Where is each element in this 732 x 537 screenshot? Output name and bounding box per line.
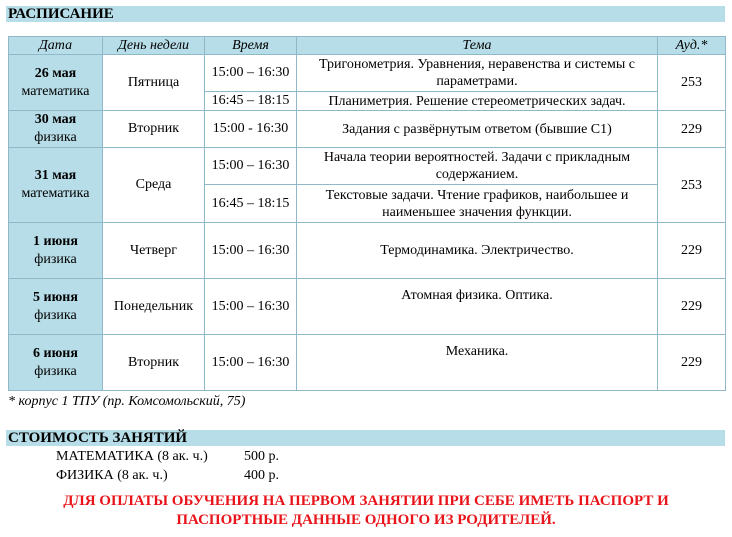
room-cell: 253 <box>658 55 726 111</box>
table-row <box>9 335 726 391</box>
weekday-cell: Понедельник <box>103 279 205 335</box>
room-cell: 229 <box>658 223 726 279</box>
subject: физика <box>34 307 77 323</box>
date-cell <box>9 335 103 391</box>
topic-cell: Начала теории вероятностей. Задачи с прикладным содержанием. <box>297 148 658 185</box>
table-row <box>9 223 726 279</box>
topic-cell: Механика. <box>297 335 658 391</box>
payment-notice-line2: ПАСПОРТНЫЕ ДАННЫЕ ОДНОГО ИЗ РОДИТЕЛЕЙ. <box>176 512 556 528</box>
footnote: * корпус 1 ТПУ (пр. Комсомольский, 75) <box>8 394 246 409</box>
weekday-cell: Пятница <box>103 55 205 111</box>
date: 31 мая <box>34 168 77 183</box>
weekday-cell: Среда <box>103 148 205 223</box>
price-physics-name: ФИЗИКА (8 ак. ч.) <box>56 468 168 483</box>
schedule-table <box>8 36 726 391</box>
table-row <box>9 148 726 185</box>
payment-notice <box>0 492 732 530</box>
header-room: Ауд.* <box>658 37 726 55</box>
time-cell: 16:45 – 18:15 <box>205 92 297 111</box>
weekday-cell: Вторник <box>103 335 205 391</box>
subject: физика <box>34 251 77 267</box>
topic-cell: Тригонометрия. Уравнения, неравенства и системы с параметрами. <box>297 55 658 92</box>
date-cell <box>9 111 103 148</box>
topic-cell: Задания с развёрнутым ответом (бывшие С1) <box>297 111 658 148</box>
date: 6 июня <box>33 345 78 361</box>
room-cell: 253 <box>658 148 726 223</box>
date-cell <box>9 279 103 335</box>
time-cell: 16:45 – 18:15 <box>205 185 297 223</box>
payment-notice-line1: ДЛЯ ОПЛАТЫ ОБУЧЕНИЯ НА ПЕРВОМ ЗАНЯТИИ ПРИ СЕБЕ ИМЕТЬ ПАСПОРТ И <box>63 493 669 509</box>
header-date: Дата <box>9 37 103 55</box>
time-cell: 15:00 – 16:30 <box>205 55 297 92</box>
weekday-cell: Вторник <box>103 111 205 148</box>
time-cell: 15:00 – 16:30 <box>205 335 297 391</box>
subject: физика <box>34 363 77 379</box>
topic-cell: Текстовые задачи. Чтение графиков, наибольшее и наименьшее значения функции. <box>297 185 658 223</box>
subject: математика <box>21 186 90 201</box>
room-cell: 229 <box>658 111 726 148</box>
topic-cell: Атомная физика. Оптика. <box>297 279 658 335</box>
price-math-value: 500 р. <box>244 449 279 464</box>
table-row <box>9 111 726 148</box>
room-cell: 229 <box>658 279 726 335</box>
topic-cell: Планиметрия. Решение стереометрических задач. <box>297 92 658 111</box>
price-math-name: МАТЕМАТИКА (8 ак. ч.) <box>56 449 208 464</box>
table-row <box>9 55 726 92</box>
date-cell <box>9 55 103 111</box>
header-topic: Тема <box>297 37 658 55</box>
weekday-cell: Четверг <box>103 223 205 279</box>
subject: физика <box>34 130 77 145</box>
subject: математика <box>21 83 90 99</box>
date: 5 июня <box>33 289 78 305</box>
table-row <box>9 279 726 335</box>
schedule-title: РАСПИСАНИЕ <box>6 6 725 22</box>
header-time: Время <box>205 37 297 55</box>
room-cell: 229 <box>658 335 726 391</box>
cost-title: СТОИМОСТЬ ЗАНЯТИЙ <box>6 430 725 446</box>
date-cell <box>9 148 103 223</box>
date-cell <box>9 223 103 279</box>
date: 26 мая <box>34 65 77 81</box>
date: 1 июня <box>33 233 78 249</box>
time-cell: 15:00 – 16:30 <box>205 279 297 335</box>
time-cell: 15:00 – 16:30 <box>205 223 297 279</box>
time-cell: 15:00 – 16:30 <box>205 148 297 185</box>
topic-cell: Термодинамика. Электричество. <box>297 223 658 279</box>
header-weekday: День недели <box>103 37 205 55</box>
table-header-row <box>9 37 726 55</box>
price-physics-value: 400 р. <box>244 468 279 483</box>
time-cell: 15:00 - 16:30 <box>205 111 297 148</box>
date: 30 мая <box>34 112 77 127</box>
